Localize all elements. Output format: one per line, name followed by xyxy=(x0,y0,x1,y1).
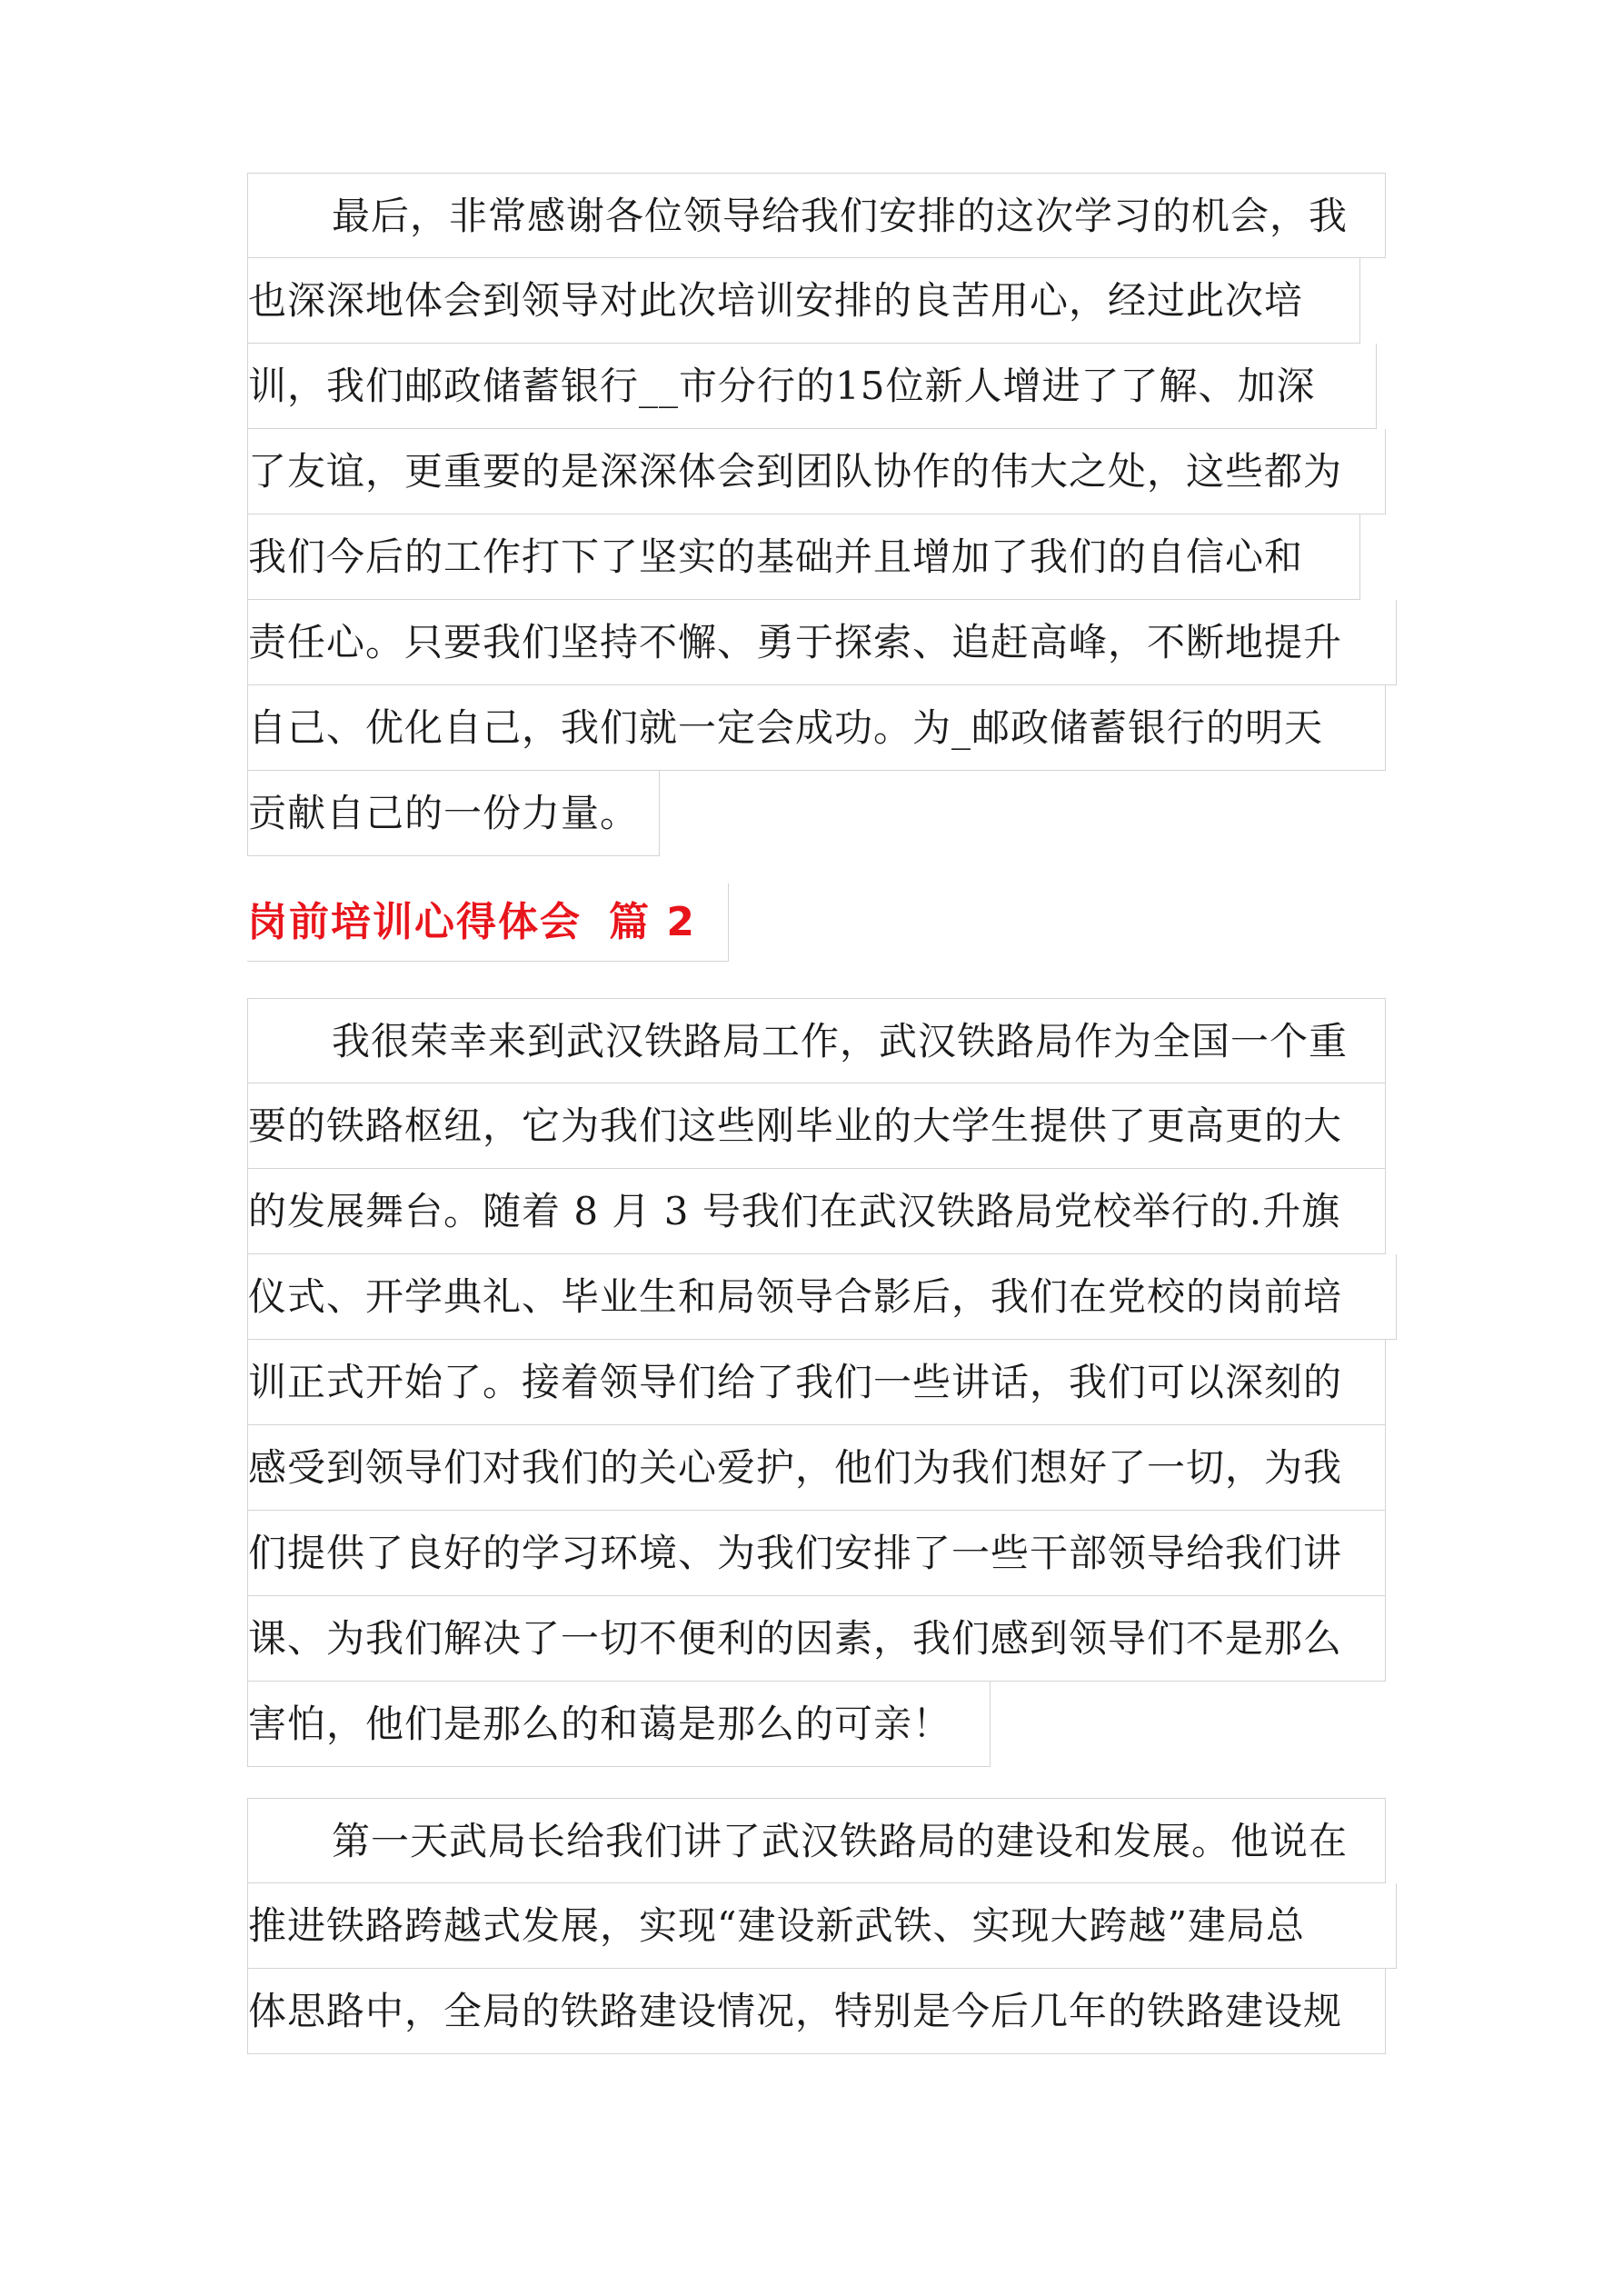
paragraph-line: 体思路中，全局的铁路建设情况，特别是今后几年的铁路建设规 xyxy=(247,1969,1386,2054)
section-heading xyxy=(247,883,729,962)
paragraph-line: 的发展舞台。随着 8 月 3 号我们在武汉铁路局党校举行的.升旗 xyxy=(247,1169,1386,1254)
paragraph-line: 要的铁路枢纽，它为我们这些刚毕业的大学生提供了更高更的大 xyxy=(247,1083,1386,1169)
paragraph-line: 我很荣幸来到武汉铁路局工作，武汉铁路局作为全国一个重 xyxy=(247,998,1386,1083)
heading-number: 篇 2 xyxy=(609,899,696,945)
heading-title: 岗前培训心得体会 xyxy=(247,899,582,945)
paragraph-line: 训正式开始了。接着领导们给了我们一些讲话，我们可以深刻的 xyxy=(247,1340,1386,1425)
paragraph-line: 责任心。只要我们坚持不懈、勇于探索、追赶高峰，不断地提升 xyxy=(247,600,1397,685)
paragraph-line: 了友谊，更重要的是深深体会到团队协作的伟大之处，这些都为 xyxy=(247,429,1386,514)
paragraph-line: 课、为我们解决了一切不便利的因素，我们感到领导们不是那么 xyxy=(247,1596,1386,1682)
paragraph-line: 我们今后的工作打下了坚实的基础并且增加了我们的自信心和 xyxy=(247,514,1360,600)
paragraph-line: 第一天武局长给我们讲了武汉铁路局的建设和发展。他说在 xyxy=(247,1798,1386,1883)
paragraph-line: 自己、优化自己，我们就一定会成功。为_邮政储蓄银行的明天 xyxy=(247,685,1386,771)
paragraph-line: 仪式、开学典礼、毕业生和局领导合影后，我们在党校的岗前培 xyxy=(247,1254,1397,1340)
paragraph-line: 贡献自己的一份力量。 xyxy=(247,771,660,856)
paragraph-line: 推进铁路跨越式发展，实现“建设新武铁、实现大跨越”建局总 xyxy=(247,1883,1397,1969)
paragraph-line: 最后，非常感谢各位领导给我们安排的这次学习的机会，我 xyxy=(247,173,1386,258)
paragraph-line: 也深深地体会到领导对此次培训安排的良苦用心，经过此次培 xyxy=(247,258,1360,344)
paragraph-line: 训，我们邮政储蓄银行__市分行的15位新人增进了了解、加深 xyxy=(247,344,1377,429)
paragraph-line: 感受到领导们对我们的关心爱护，他们为我们想好了一切，为我 xyxy=(247,1425,1386,1511)
paragraph-line: 们提供了良好的学习环境、为我们安排了一些干部领导给我们讲 xyxy=(247,1511,1386,1596)
paragraph-line: 害怕，他们是那么的和蔼是那么的可亲！ xyxy=(247,1682,991,1767)
